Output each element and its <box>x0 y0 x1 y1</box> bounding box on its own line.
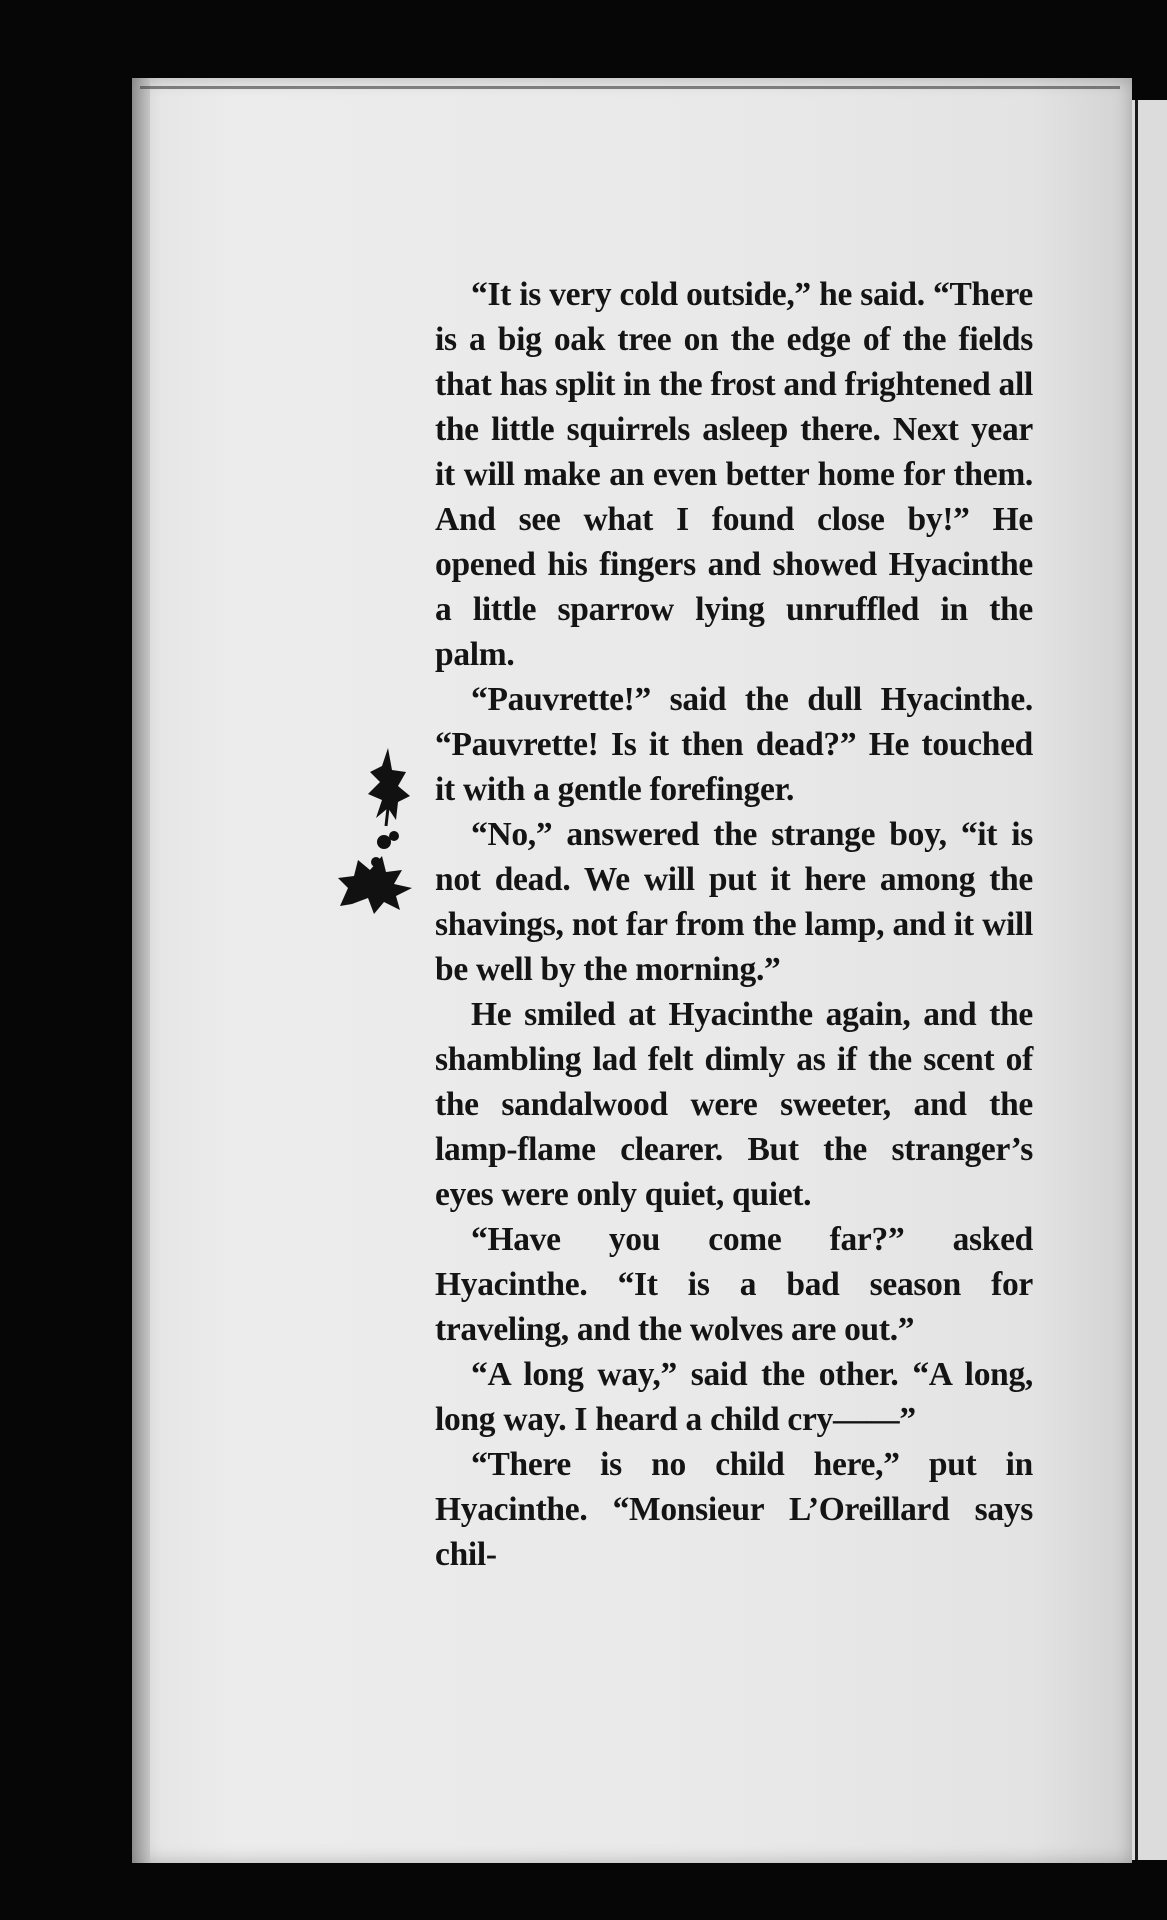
paragraph: He smiled at Hyacinthe again, and the shambling lad felt dimly as if the scent of the sandalwood were sweeter, and the lamp-flame clearer. But the stranger’s eyes were only quiet, quiet. <box>435 996 1033 1213</box>
page-top-edge <box>140 86 1120 89</box>
holly-icon <box>330 738 420 918</box>
paragraph: “Have you come far?” asked Hyacinthe. “It is a bad season for traveling, and the wolves are out.” <box>435 1221 1033 1348</box>
paragraph: “No,” answered the strange boy, “it is not dead. We will put it here among the shavings, not far from the lamp, and it will be well by the morning.” <box>435 816 1033 988</box>
paragraph: “A long way,” said the other. “A long, long way. I heard a child cry——” <box>435 1356 1033 1438</box>
page-binding-edge <box>132 78 150 1863</box>
paragraph: “Pauvrette!” said the dull Hyacinthe. “Pauvrette! Is it then dead?” He touched it with a gentle forefinger. <box>435 681 1033 808</box>
paragraph: “There is no child here,” put in Hyacinthe. “Monsieur L’Oreillard says chil- <box>435 1446 1033 1573</box>
paragraph: “It is very cold outside,” he said. “There is a big oak tree on the edge of the fields that has split in the frost and frightened all the little squirrels asleep there. Next year it will make an even better home for them. And see what I found close by!” He opened his fingers and showed Hyacinthe a little sparrow lying unruffled in the palm. <box>435 276 1033 673</box>
page-gutter-line <box>1135 100 1138 1860</box>
body-text <box>435 272 1033 1577</box>
